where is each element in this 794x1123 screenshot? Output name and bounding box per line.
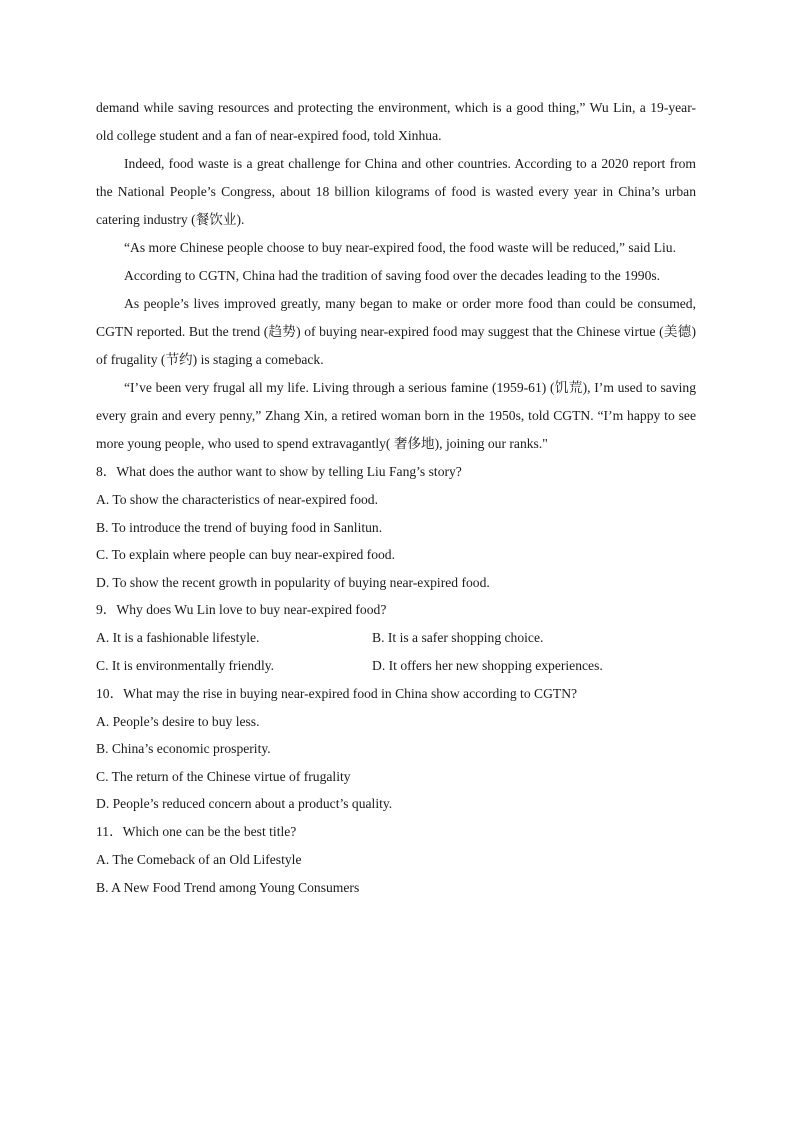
option-d: D. People’s reduced concern about a product’s quality. <box>96 796 393 812</box>
question-stem: 8．What does the author want to show by telling Liu Fang’s story? <box>96 464 462 479</box>
passage-paragraph-4: According to CGTN, China had the tradition of saving food over the decades leading to the 1990s. <box>124 268 661 283</box>
options-row-2 <box>96 652 696 680</box>
option-b: B. It is a safer shopping choice. <box>372 630 544 646</box>
options-row-1 <box>96 624 696 652</box>
option-b: B. To introduce the trend of buying food in Sanlitun. <box>96 519 383 535</box>
question-8 <box>96 458 696 596</box>
option-b: B. China’s economic prosperity. <box>96 741 271 757</box>
question-stem: 10．What may the rise in buying near-expired food in China show according to CGTN? <box>96 685 578 701</box>
question-10 <box>96 680 696 818</box>
option-b: B. A New Food Trend among Young Consumers <box>96 879 360 895</box>
passage-paragraph-3: “As more Chinese people choose to buy near-expired food, the food waste will be reduced,” said Liu. <box>124 240 676 255</box>
passage-paragraph-2: Indeed, food waste is a great challenge for China and other countries. According to a 2020 report from the National People’s Congress, about 18 billion kilograms of food is wasted every year in China’s urban catering industry (餐饮业). <box>96 156 696 227</box>
option-c: C. To explain where people can buy near-expired food. <box>96 547 395 563</box>
option-a: A. To show the characteristics of near-expired food. <box>96 492 379 507</box>
question-11 <box>96 818 696 901</box>
passage-paragraph-5: As people’s lives improved greatly, many began to make or order more food than could be consumed, CGTN reported. But the trend (趋势) of buying near-expired food may suggest that the Chinese virtue (美德) of frugality (节约) is staging a comeback. <box>96 296 696 367</box>
passage-paragraph-6: “I’ve been very frugal all my life. Living through a serious famine (1959-61) (饥荒), I’m used to saving every grain and every penny,” Zhang Xin, a retired woman born in the 1950s, told CGTN. “I’m happy to see more young people, who used to spend extravagantly( 奢侈地), joining our ranks." <box>96 380 696 451</box>
option-a: A. People’s desire to buy less. <box>96 713 260 729</box>
option-c: C. It is environmentally friendly. <box>96 657 275 673</box>
option-a: A. The Comeback of an Old Lifestyle <box>96 851 302 867</box>
option-d: D. To show the recent growth in popularity of buying near-expired food. <box>96 574 490 590</box>
question-9 <box>96 596 696 679</box>
option-a: A. It is a fashionable lifestyle. <box>96 630 260 646</box>
option-d: D. It offers her new shopping experiences. <box>372 657 603 673</box>
passage-paragraph-1: demand while saving resources and protecting the environment, which is a good thing,” Wu Lin, a 19-year-old college student and a fan of near-expired food, told Xinhua. <box>96 100 696 143</box>
question-stem: 9．Why does Wu Lin love to buy near-expired food? <box>96 602 387 618</box>
document-page <box>96 94 696 901</box>
option-c: C. The return of the Chinese virtue of frugality <box>96 768 351 784</box>
question-stem: 11．Which one can be the best title? <box>96 823 297 839</box>
